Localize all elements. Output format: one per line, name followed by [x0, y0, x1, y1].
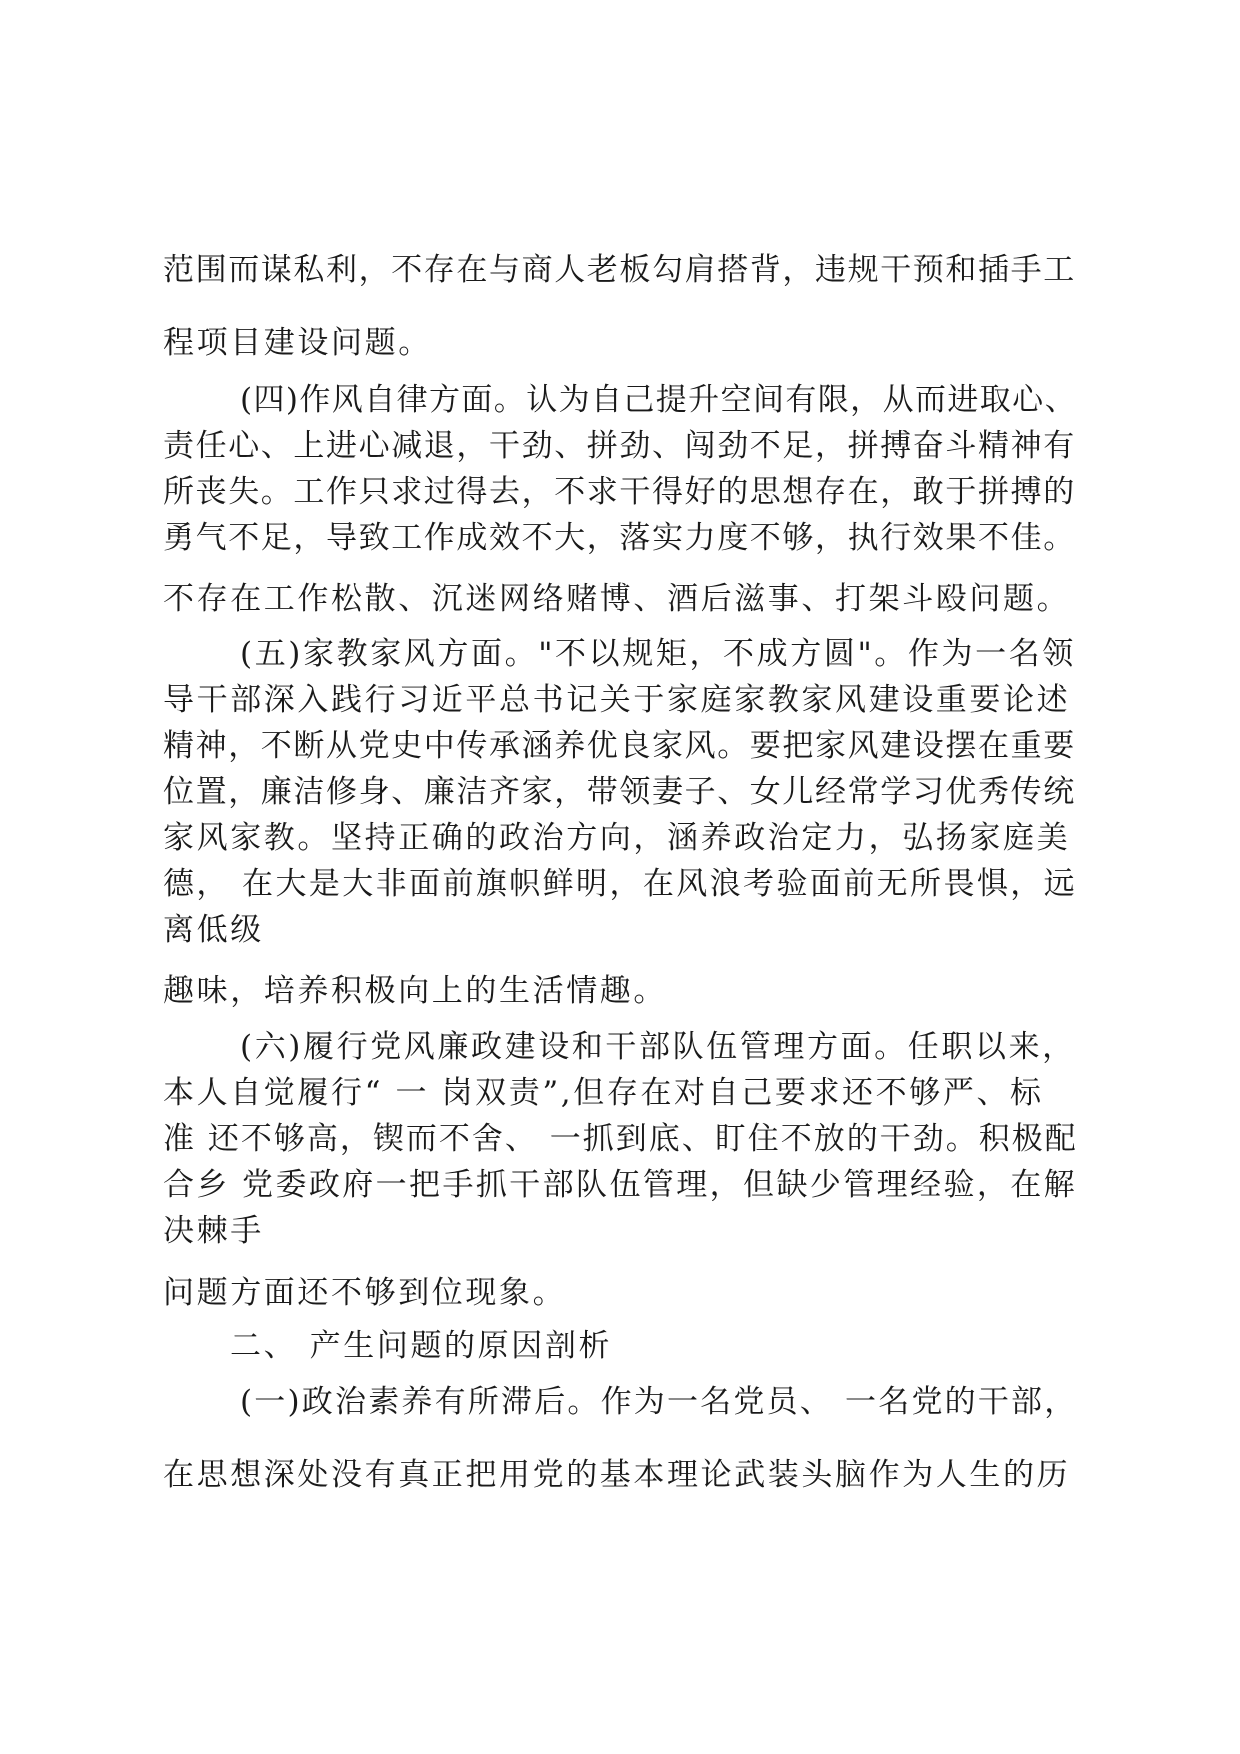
- text-line: 不存在工作松散、沉迷网络赌博、酒后滋事、打架斗殴问题。: [163, 581, 1071, 617]
- text-line: 问题方面还不够到位现象。: [163, 1275, 567, 1311]
- paragraph-heading: (四)作风自律方面。认为自己提升空间有限，从而进取心、: [240, 382, 1077, 418]
- text-line: 合乡 党委政府一把手抓干部队伍管理，但缺少管理经验，在解: [163, 1167, 1078, 1203]
- paragraph-heading: (六)履行党风廉政建设和干部队伍管理方面。任职以来，: [240, 1029, 1076, 1065]
- section-heading: 二、 产生问题的原因剖析: [230, 1328, 613, 1364]
- text-line: 趣味，培养积极向上的生活情趣。: [163, 973, 667, 1009]
- paragraph-heading: (五)家教家风方面。"不以规矩，不成方圆"。作为一名领: [240, 636, 1076, 672]
- text-line: 责任心、上进心减退，干劲、拼劲、闯劲不足，拼搏奋斗精神有: [163, 428, 1076, 464]
- text-line: 导干部深入践行习近平总书记关于家庭家教家风建设重要论述: [163, 682, 1071, 718]
- text-line: 程项目建设问题。: [163, 325, 432, 361]
- text-line: 精神，不断从党史中传承涵养优良家风。要把家风建设摆在重要: [163, 728, 1076, 764]
- text-line: 准 还不够高，锲而不舍、 一抓到底、盯住不放的干劲。积极配: [163, 1121, 1078, 1157]
- text-line: 位置，廉洁修身、廉洁齐家，带领妻子、女儿经常学习优秀传统: [163, 774, 1076, 810]
- text-line: 本人自觉履行“ 一 岗双责”,但存在对自己要求还不够严、标: [163, 1075, 1044, 1111]
- text-line: 在思想深处没有真正把用党的基本理论武装头脑作为人生的历: [163, 1457, 1071, 1493]
- text-line: 勇气不足，导致工作成效不大，落实力度不够，执行效果不佳。: [163, 520, 1076, 556]
- text-line: 决棘手: [163, 1213, 264, 1249]
- text-line: 范围而谋私利，不存在与商人老板勾肩搭背，违规干预和插手工: [163, 252, 1076, 288]
- paragraph-heading: (一)政治素养有所滞后。作为一名党员、 一名党的干部，: [240, 1384, 1078, 1420]
- text-line: 家风家教。坚持正确的政治方向，涵养政治定力，弘扬家庭美: [163, 820, 1071, 856]
- text-line: 离低级: [163, 912, 264, 948]
- text-line: 德， 在大是大非面前旗帜鲜明，在风浪考验面前无所畏惧，远: [163, 866, 1078, 902]
- text-line: 所丧失。工作只求过得去，不求干得好的思想存在，敢于拼搏的: [163, 474, 1076, 510]
